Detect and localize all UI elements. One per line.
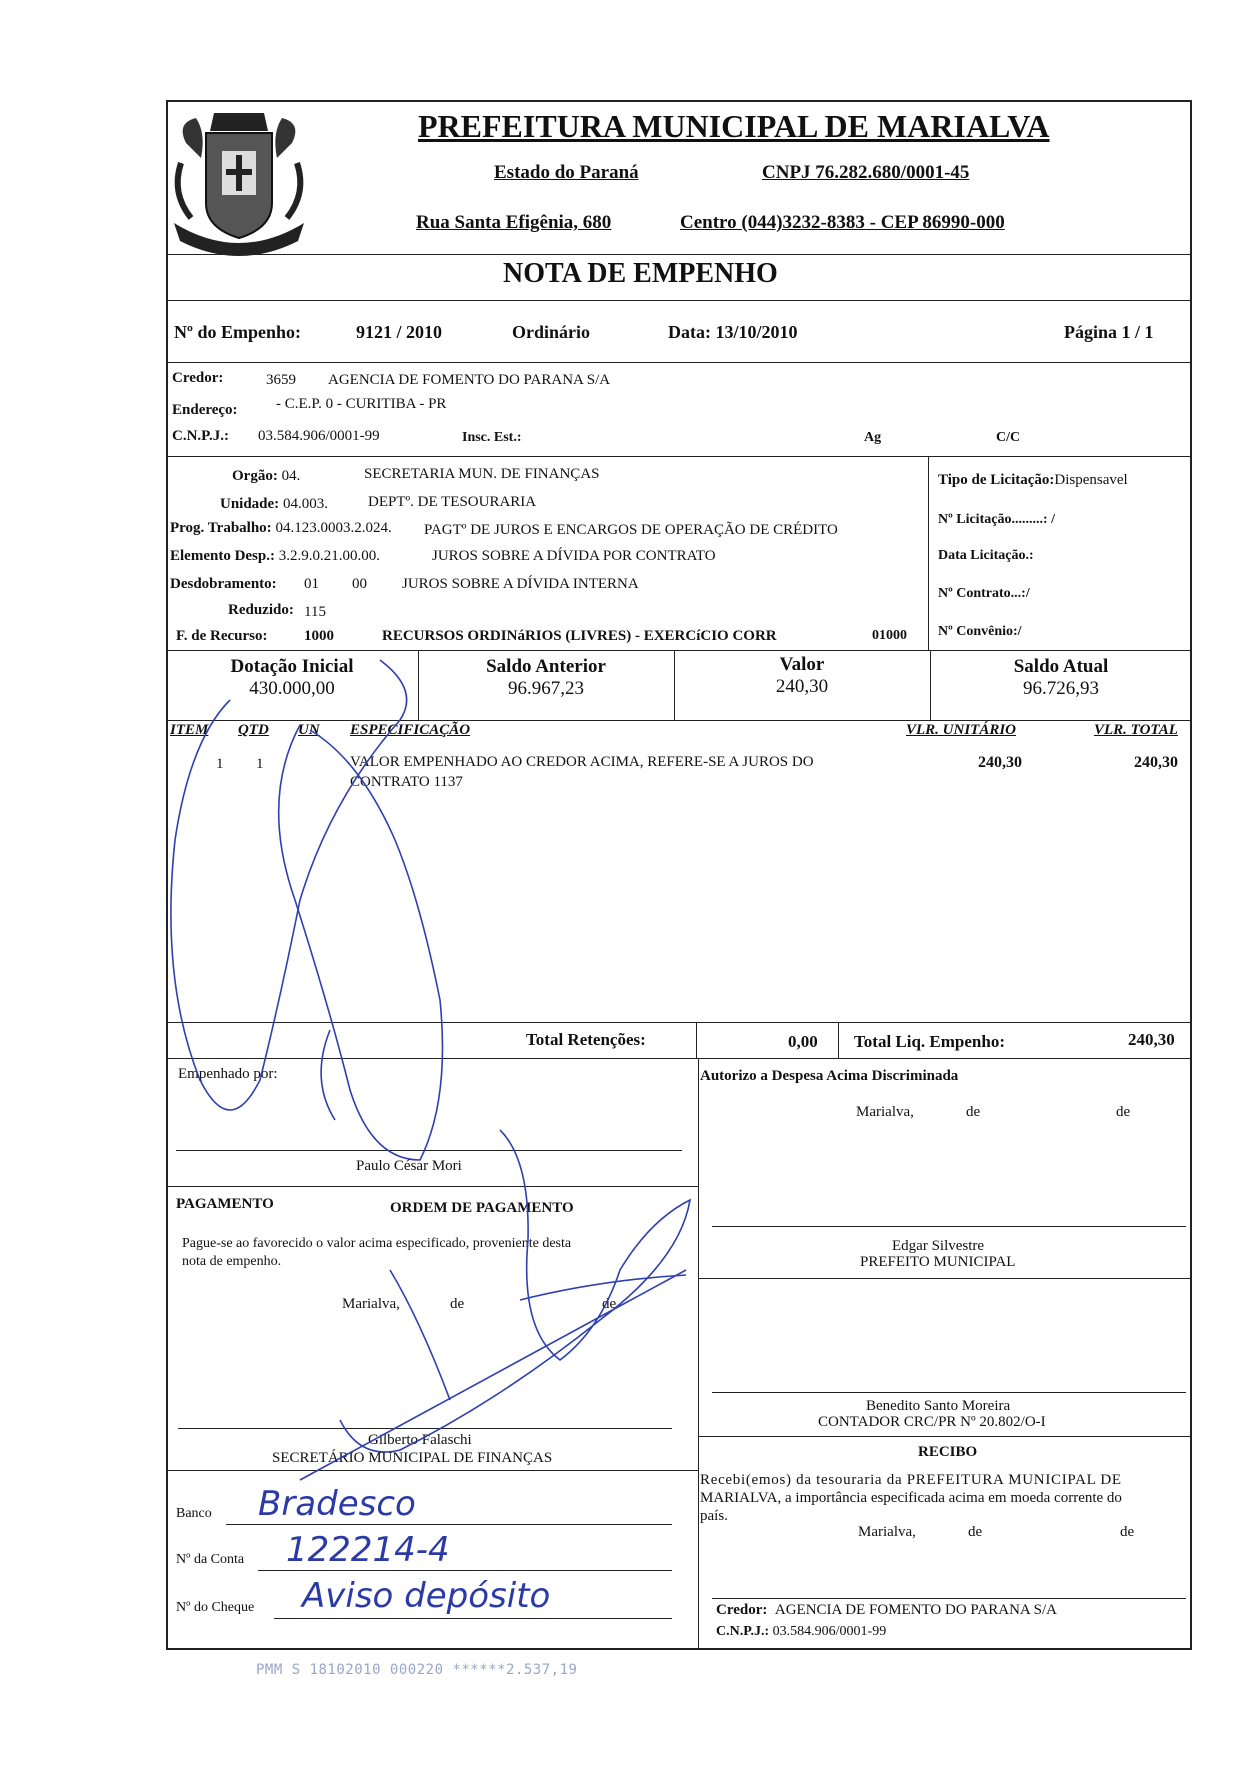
licitacao-tipo <box>938 472 1128 489</box>
col-qtd: QTD <box>238 722 269 738</box>
item-qtd: 1 <box>256 756 264 772</box>
banco-label: Banco <box>176 1506 212 1521</box>
conta-handwritten: 122214-4 <box>286 1530 450 1570</box>
prog-name: PAGTº DE JUROS E ENCARGOS DE OPERAÇÃO DE CRÉDITO <box>424 522 838 538</box>
recibo-cnpj-row <box>716 1624 886 1640</box>
recibo-de1: de <box>968 1524 983 1540</box>
desd-a: 01 <box>304 576 319 592</box>
secretario-role: SECRETÁRIO MUNICIPAL DE FINANÇAS <box>272 1450 553 1466</box>
header-district-phone: Centro (044)3232-8383 - CEP 86990-000 <box>680 212 1005 233</box>
contrato-number: Nº Contrato...:/ <box>938 586 1030 601</box>
col-vlr-total: VLR. TOTAL <box>1094 722 1178 738</box>
prog-code: 04.123.0003.2.024. <box>275 520 392 536</box>
item-unit-value: 240,30 <box>978 754 1022 771</box>
licitacao-date: Data Licitação.: <box>938 548 1034 563</box>
page-number: Página 1 / 1 <box>1064 322 1154 342</box>
licitacao-number: Nº Licitação.........: / <box>938 512 1055 527</box>
autorizo-role: PREFEITO MUNICIPAL <box>860 1254 1016 1270</box>
saldo-valor <box>674 654 930 698</box>
fonte-name: RECURSOS ORDINáRIOS (LIVRES) - EXERCíCIO CORR <box>382 628 777 644</box>
credor-label: Credor: <box>172 370 224 386</box>
saldo-label: Saldo Anterior <box>486 656 606 677</box>
empenho-type: Ordinário <box>512 322 591 342</box>
insc-est-label: Insc. Est.: <box>462 430 522 445</box>
liq-label: Total Liq. Empenho: <box>854 1032 1005 1051</box>
retencoes-label: Total Retenções: <box>526 1030 646 1049</box>
cheque-handwritten: Aviso depósito <box>302 1576 551 1616</box>
saldo-label: Saldo Atual <box>1013 656 1109 677</box>
pagamento-label: PAGAMENTO <box>176 1196 274 1212</box>
ag-label: Ag <box>864 430 882 445</box>
item-total-value: 240,30 <box>1134 754 1178 771</box>
elem-name: JUROS SOBRE A DÍVIDA POR CONTRATO <box>432 548 716 564</box>
item-espec-line2: CONTRATO 1137 <box>350 774 463 790</box>
empenho-label: Nº do Empenho: <box>174 322 301 342</box>
col-vlr-unitario: VLR. UNITÁRIO <box>906 722 1017 738</box>
recibo-text-line3: país. <box>700 1508 728 1524</box>
autorizo-de1: de <box>966 1104 981 1120</box>
cc-label: C/C <box>996 430 1021 445</box>
pagamento-de1: de <box>450 1296 465 1312</box>
secretario-name: Gilberto Falaschi <box>368 1432 472 1448</box>
licitacao-tipo-value: Dispensavel <box>1054 472 1128 488</box>
licitacao-tipo-label: Tipo de Licitação: <box>938 472 1055 488</box>
orgao-code: 04. <box>281 468 301 484</box>
endereco-label: Endereço: <box>172 402 238 418</box>
recibo-city: Marialva, <box>858 1524 916 1540</box>
autorizo-label: Autorizo a Despesa Acima Discriminada <box>700 1068 959 1084</box>
reduzido-value: 115 <box>304 604 326 620</box>
unidade-label: Unidade: <box>220 496 280 512</box>
prog-label: Prog. Trabalho: <box>170 520 272 536</box>
saldo-label: Valor <box>779 654 825 675</box>
recibo-credor-label: Credor: <box>716 1602 768 1618</box>
elem-code: 3.2.9.0.21.00.00. <box>278 548 380 564</box>
retencoes-value: 0,00 <box>788 1032 818 1051</box>
pagamento-city: Marialva, <box>342 1296 400 1312</box>
saldo-value: 240,30 <box>775 676 829 697</box>
desd-label: Desdobramento: <box>170 576 277 592</box>
saldo-value: 96.726,93 <box>1023 678 1099 699</box>
credor-cnpj-label: C.N.P.J.: <box>172 428 229 444</box>
orgao-label: Orgão: <box>232 468 278 484</box>
saldo-label: Dotação Inicial <box>230 656 354 677</box>
autorizo-city: Marialva, <box>856 1104 914 1120</box>
empenho-number: 9121 / 2010 <box>356 322 443 342</box>
unidade-code: 04.003. <box>282 496 328 512</box>
unidade-name: DEPTº. DE TESOURARIA <box>368 494 537 510</box>
credor-code: 3659 <box>266 372 296 388</box>
saldo-value: 96.967,23 <box>508 678 584 699</box>
contador-name: Benedito Santo Moreira <box>866 1398 1011 1414</box>
recibo-title: RECIBO <box>918 1444 978 1460</box>
recibo-credor-row <box>716 1602 1057 1619</box>
autorizo-name: Edgar Silvestre <box>892 1238 985 1254</box>
saldo-atual <box>930 656 1192 700</box>
orgao-row <box>232 468 300 485</box>
header-title: PREFEITURA MUNICIPAL DE MARIALVA <box>418 108 1050 144</box>
elem-row <box>170 548 380 565</box>
contador-role: CONTADOR CRC/PR Nº 20.802/O-I <box>818 1414 1046 1430</box>
liq-value: 240,30 <box>1128 1030 1175 1049</box>
pagamento-text-line1: Pague-se ao favorecido o valor acima especificado, proveniente desta <box>182 1236 572 1251</box>
item-number: 1 <box>216 756 224 772</box>
empenhado-name: Paulo César Mori <box>356 1158 462 1174</box>
unidade-row <box>220 496 328 513</box>
header-cnpj: CNPJ 76.282.680/0001-45 <box>762 162 970 183</box>
endereco-value: - C.E.P. 0 - CURITIBA - PR <box>276 396 447 412</box>
reduzido-label: Reduzido: <box>228 602 294 618</box>
prog-row <box>170 520 392 537</box>
saldo-anterior <box>418 656 674 700</box>
elem-label: Elemento Desp.: <box>170 548 275 564</box>
recibo-cnpj-label: C.N.P.J.: <box>716 1624 770 1639</box>
conta-label: Nº da Conta <box>176 1552 245 1567</box>
saldo-dotacao-inicial <box>166 656 418 700</box>
col-un: UN <box>298 722 320 738</box>
saldo-value: 430.000,00 <box>249 678 335 699</box>
desd-name: JUROS SOBRE A DÍVIDA INTERNA <box>402 576 639 592</box>
recibo-cnpj: 03.584.906/0001-99 <box>772 1624 887 1639</box>
fonte-code: 1000 <box>304 628 334 644</box>
header-address: Rua Santa Efigênia, 680 <box>416 212 612 233</box>
fonte-label: F. de Recurso: <box>176 628 268 644</box>
empenho-date: Data: 13/10/2010 <box>668 322 798 342</box>
banco-handwritten: Bradesco <box>258 1484 416 1524</box>
cheque-label: Nº do Cheque <box>176 1600 255 1615</box>
item-espec-line1: VALOR EMPENHADO AO CREDOR ACIMA, REFERE-SE A JUROS DO <box>350 754 814 770</box>
recibo-text-line2: MARIALVA, a importância especificada acima em moeda corrente do <box>700 1490 1122 1506</box>
machine-stamp: PMM S 18102010 000220 ******2.537,19 <box>256 1662 578 1678</box>
recibo-text-line1: Recebi(emos) da tesouraria da PREFEITURA MUNICIPAL DE <box>700 1472 1122 1488</box>
credor-cnpj: 03.584.906/0001-99 <box>258 428 380 444</box>
convenio-number: Nº Convênio:/ <box>938 624 1022 639</box>
header-state: Estado do Paraná <box>494 162 639 183</box>
autorizo-de2: de <box>1116 1104 1131 1120</box>
col-especificacao: ESPECIFICAÇÃO <box>350 722 471 738</box>
recibo-de2: de <box>1120 1524 1135 1540</box>
credor-name: AGENCIA DE FOMENTO DO PARANA S/A <box>328 372 611 388</box>
recibo-credor-name: AGENCIA DE FOMENTO DO PARANA S/A <box>774 1602 1057 1618</box>
fonte-end: 01000 <box>872 628 907 643</box>
pagamento-text-line2: nota de empenho. <box>182 1254 282 1269</box>
orgao-name: SECRETARIA MUN. DE FINANÇAS <box>364 466 600 482</box>
pagamento-de2: de <box>602 1296 617 1312</box>
ordem-label: ORDEM DE PAGAMENTO <box>390 1200 574 1216</box>
empenhado-label: Empenhado por: <box>178 1066 278 1082</box>
desd-b: 00 <box>352 576 367 592</box>
col-item: ITEM <box>170 722 209 738</box>
document-title: NOTA DE EMPENHO <box>503 258 778 289</box>
